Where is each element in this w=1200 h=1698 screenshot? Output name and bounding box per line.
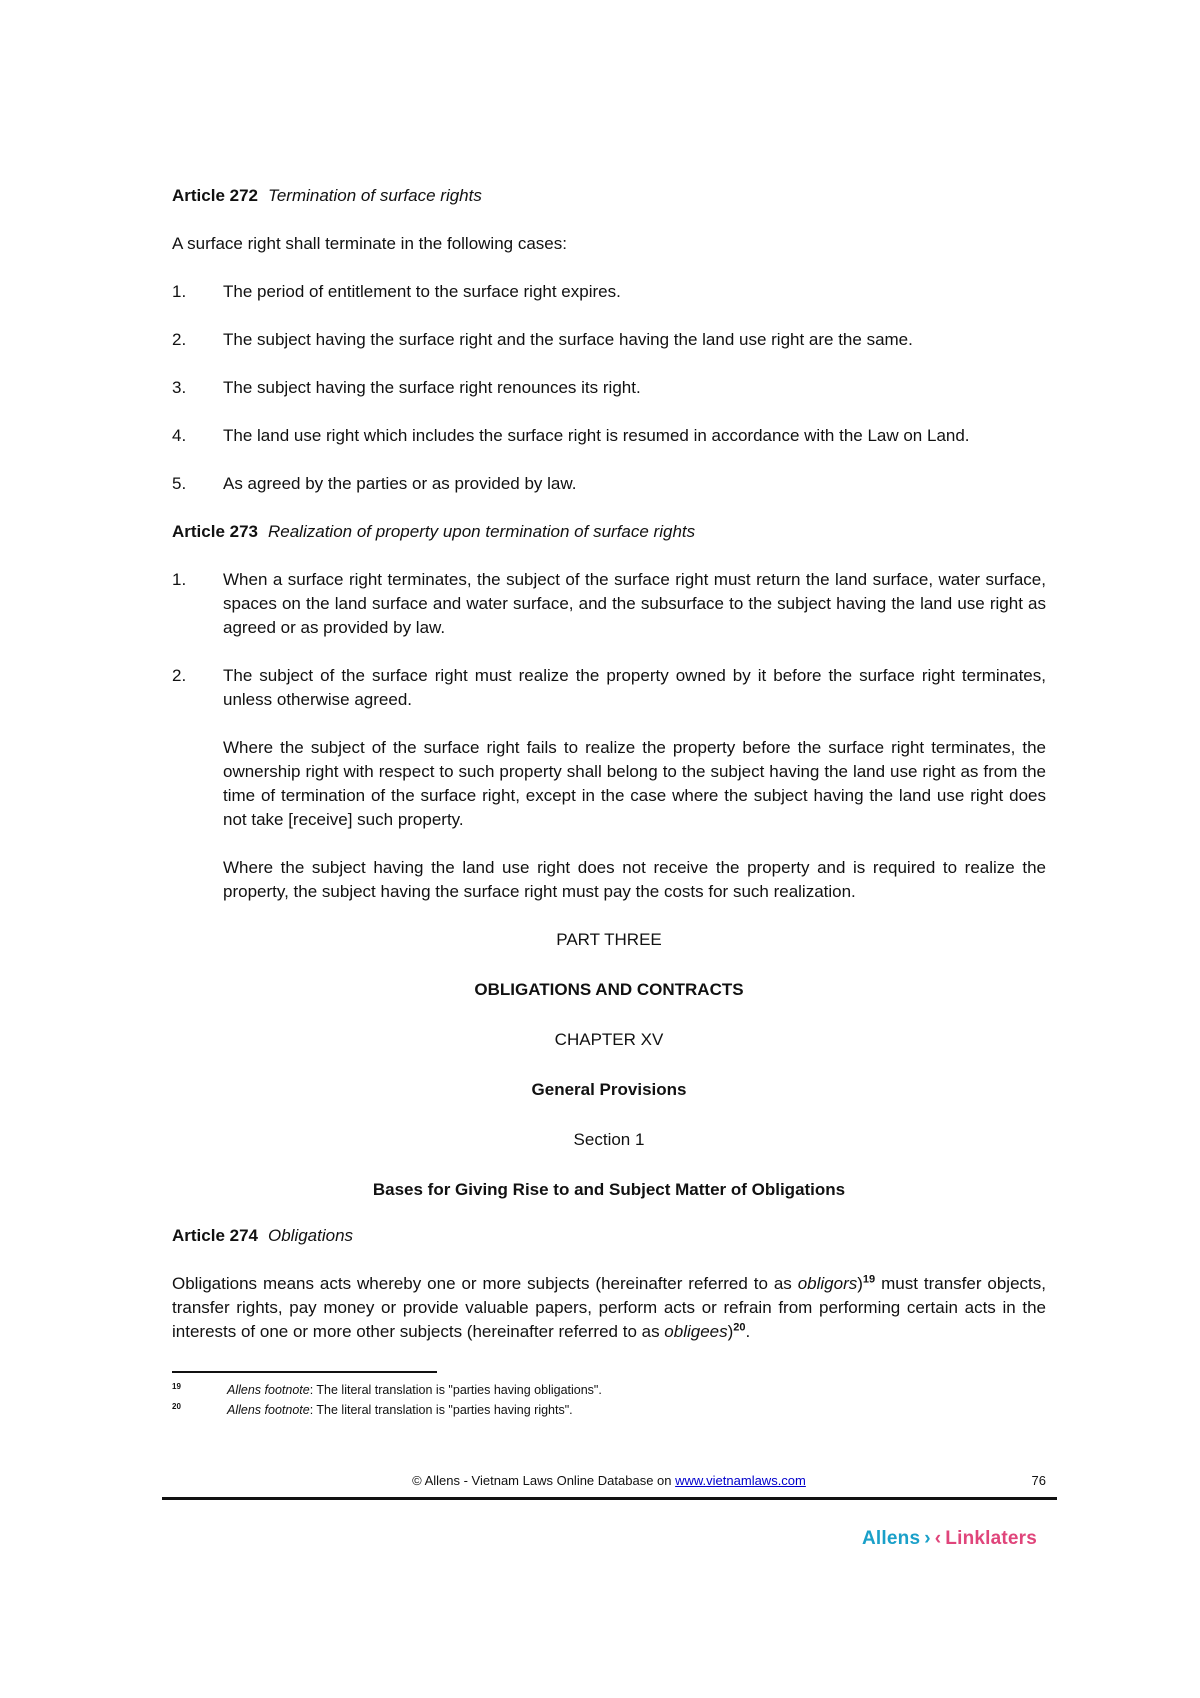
footnote-lead: Allens footnote bbox=[227, 1383, 310, 1397]
text-segment: Obligations means acts whereby one or more subjects (hereinafter referred to as bbox=[172, 1274, 798, 1293]
term-obligees: obligees bbox=[664, 1322, 728, 1341]
chapter-title: General Provisions bbox=[531, 1080, 687, 1099]
article-274-text bbox=[172, 1272, 1046, 1344]
text-segment: ) bbox=[727, 1322, 734, 1341]
list-item bbox=[172, 328, 1046, 352]
chapter-heading: CHAPTER XV bbox=[554, 1030, 664, 1049]
footnote-lead: Allens footnote bbox=[227, 1403, 310, 1417]
logo-allens: Allens bbox=[862, 1528, 921, 1549]
item-text: As agreed by the parties or as provided by law. bbox=[223, 474, 577, 493]
list-item bbox=[172, 376, 1046, 400]
item-number: 3. bbox=[172, 378, 187, 397]
article-title: Obligations bbox=[268, 1226, 354, 1245]
item-text: When a surface right terminates, the subject of the surface right must return the land surface, water surface, spaces on the land surface and water surface, and the subsurface to the subject having the land use right as agreed or as provided by law. bbox=[223, 570, 1046, 637]
section-heading: Section 1 bbox=[573, 1130, 645, 1149]
article-272-intro: A surface right shall terminate in the following cases: bbox=[172, 234, 567, 253]
page-content bbox=[172, 184, 1046, 1368]
list-item bbox=[172, 568, 1046, 640]
logo-separator-right: › bbox=[924, 1528, 931, 1549]
article-title: Termination of surface rights bbox=[268, 186, 482, 205]
page-number: 76 bbox=[1031, 1473, 1046, 1488]
item-number: 2. bbox=[172, 666, 187, 685]
article-272-heading bbox=[172, 184, 1046, 208]
item-text: The land use right which includes the surface right is resumed in accordance with the Law on Land. bbox=[223, 426, 970, 445]
sub-paragraph: Where the subject of the surface right fails to realize the property before the surface right terminates, the ownership right with respect to such property shall belong to the subject having the land use right as from the time of termination of the surface right, except in the case where the subject having the land use right does not take [receive] such property. bbox=[223, 738, 1046, 829]
logo-separator-left: ‹ bbox=[934, 1528, 942, 1549]
term-obligors: obligors bbox=[797, 1274, 858, 1293]
item-text: The period of entitlement to the surface right expires. bbox=[223, 282, 621, 301]
item-number: 1. bbox=[172, 570, 187, 589]
footnote bbox=[172, 1380, 1046, 1400]
article-number: Article 272 bbox=[172, 186, 258, 205]
item-number: 1. bbox=[172, 282, 187, 301]
footnote-ref-20[interactable]: 20 bbox=[733, 1321, 746, 1334]
footnote-number: 20 bbox=[172, 1402, 181, 1411]
part-heading: PART THREE bbox=[556, 930, 662, 949]
article-273-list bbox=[172, 568, 1046, 712]
footnote-text: : The literal translation is "parties having obligations". bbox=[309, 1383, 602, 1397]
allens-linklaters-logo bbox=[862, 1528, 1037, 1550]
list-item bbox=[172, 424, 1046, 448]
article-number: Article 274 bbox=[172, 1226, 258, 1245]
text-segment: . bbox=[745, 1322, 751, 1341]
footnote-ref-19[interactable]: 19 bbox=[862, 1273, 876, 1286]
footnote-text: : The literal translation is "parties having rights". bbox=[309, 1403, 573, 1417]
vietnamlaws-link[interactable]: www.vietnamlaws.com bbox=[675, 1473, 806, 1488]
sub-paragraph: Where the subject having the land use right does not receive the property and is required to realize the property, the subject having the surface right must pay the costs for such realization. bbox=[223, 858, 1046, 901]
text-segment: ) bbox=[857, 1274, 863, 1293]
section-title: Bases for Giving Rise to and Subject Matter of Obligations bbox=[372, 1180, 846, 1199]
copyright-text: © Allens - Vietnam Laws Online Database on bbox=[412, 1473, 676, 1488]
item-text: The subject of the surface right must realize the property owned by it before the surface right terminates, unless otherwise agreed. bbox=[223, 666, 1046, 709]
item-text: The subject having the surface right renounces its right. bbox=[223, 378, 641, 397]
item-text: The subject having the surface right and the surface having the land use right are the same. bbox=[223, 330, 913, 349]
article-274-heading bbox=[172, 1224, 1046, 1248]
item-number: 4. bbox=[172, 426, 187, 445]
item-number: 5. bbox=[172, 474, 187, 493]
text-segment: must transfer objects, transfer rights, pay money or provide valuable papers, perform acts or refrain from performing certain acts in the interests of one or more other subjects (hereinafter referred to as bbox=[172, 1274, 1046, 1341]
part-title: OBLIGATIONS AND CONTRACTS bbox=[474, 980, 744, 999]
item-number: 2. bbox=[172, 330, 187, 349]
list-item bbox=[172, 280, 1046, 304]
list-item bbox=[172, 664, 1046, 712]
logo-linklaters: Linklaters bbox=[945, 1528, 1038, 1549]
list-item bbox=[172, 472, 1046, 496]
footer-text bbox=[172, 1472, 1046, 1490]
footnote-divider bbox=[172, 1371, 437, 1373]
footnotes bbox=[172, 1380, 1046, 1420]
footnote-number: 19 bbox=[172, 1382, 181, 1391]
article-272-list bbox=[172, 280, 1046, 496]
footnote bbox=[172, 1400, 1046, 1420]
footer-divider bbox=[162, 1497, 1057, 1500]
article-title: Realization of property upon termination of surface rights bbox=[268, 522, 696, 541]
article-273-heading bbox=[172, 520, 1046, 544]
page-footer bbox=[172, 1472, 1046, 1490]
article-number: Article 273 bbox=[172, 522, 258, 541]
